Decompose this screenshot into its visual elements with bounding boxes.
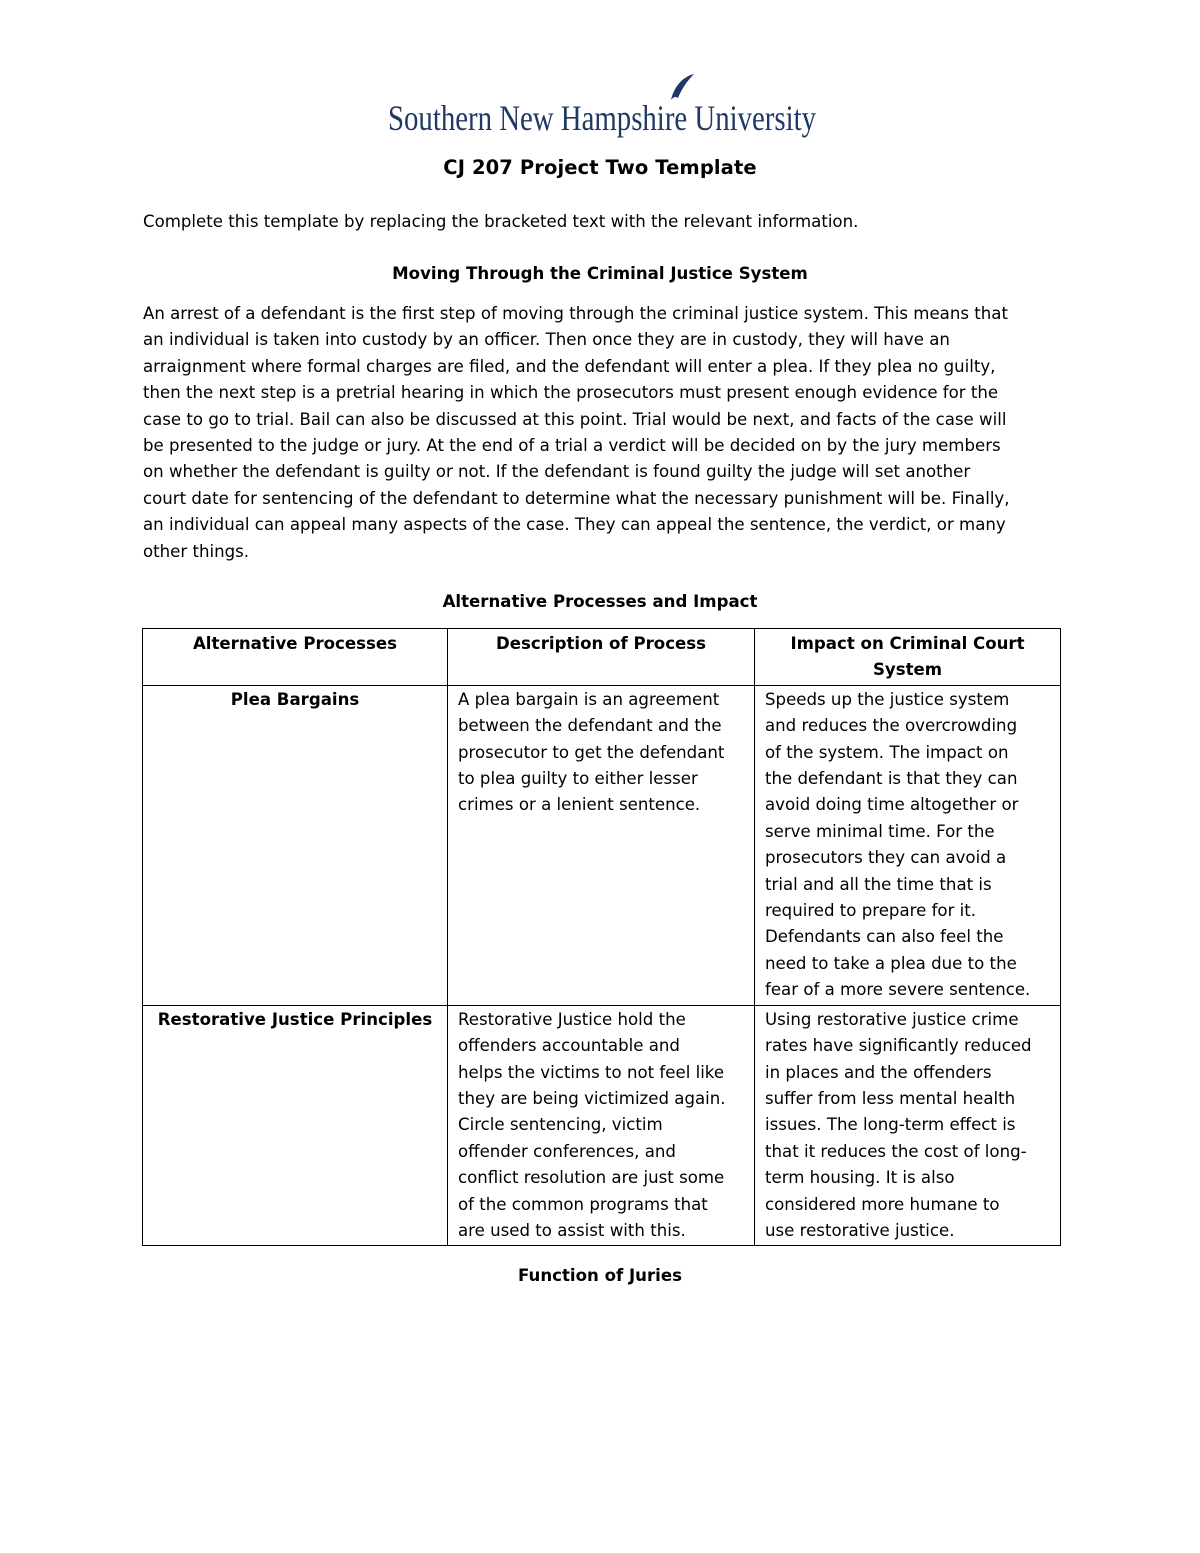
cell-line: A plea bargain is an agreement <box>458 689 720 709</box>
table-row <box>143 1005 1061 1246</box>
feather-icon <box>671 74 694 100</box>
cell-line: issues. The long-term effect is <box>765 1115 1016 1135</box>
cell-line: trial and all the time that is <box>765 874 992 894</box>
cell-line: are used to assist with this. <box>458 1220 686 1240</box>
cell-line: Defendants can also feel the <box>765 927 1004 947</box>
paragraph-line: be presented to the judge or jury. At the end of a trial a verdict will be decided on by the jury members <box>143 436 1001 456</box>
logo-wordmark: Southern New Hampshire University <box>388 98 816 138</box>
impact-cell <box>755 1005 1061 1246</box>
cell-line: between the defendant and the <box>458 716 722 736</box>
paragraph-line: an individual can appeal many aspects of the case. They can appeal the sentence, the verdict, or many <box>143 515 1006 535</box>
cell-line: Using restorative justice crime <box>765 1009 1019 1029</box>
paragraph-line: other things. <box>143 541 250 561</box>
paragraph-line: an individual is taken into custody by an officer. Then once they are in custody, they will have an <box>143 330 950 350</box>
university-logo <box>388 72 818 142</box>
table-row <box>143 685 1061 1005</box>
cell-line: Restorative Justice hold the <box>458 1009 686 1029</box>
column-header-description: Description of Process <box>448 629 755 686</box>
cell-line: offender conferences, and <box>458 1141 676 1161</box>
paragraph-line: An arrest of a defendant is the first step of moving through the criminal justice system. This means that <box>143 304 1008 323</box>
cell-line: prosecutor to get the defendant <box>458 742 725 762</box>
paragraph-line: court date for sentencing of the defendant to determine what the necessary punishment will be. Finally, <box>143 488 1010 508</box>
section-heading-juries: Function of Juries <box>518 1266 682 1285</box>
paragraph-line: arraignment where formal charges are filed, and the defendant will enter a plea. If they plea no guilty, <box>143 356 996 376</box>
instructions-text: Complete this template by replacing the bracketed text with the relevant information. <box>143 212 859 231</box>
cell-line: required to prepare for it. <box>765 901 977 921</box>
page-title: CJ 207 Project Two Template <box>443 156 757 179</box>
paragraph-line: case to go to trial. Bail can also be discussed at this point. Trial would be next, and facts of the case will <box>143 409 1007 429</box>
cell-line: crimes or a lenient sentence. <box>458 795 701 815</box>
cell-line: and reduces the overcrowding <box>765 716 1018 736</box>
cell-line: fear of a more severe sentence. <box>765 980 1031 1000</box>
cell-line: offenders accountable and <box>458 1036 680 1056</box>
moving-paragraph <box>143 301 1063 565</box>
cell-line: rates have significantly reduced <box>765 1036 1032 1056</box>
impact-cell <box>755 685 1061 1005</box>
cell-line: of the system. The impact on <box>765 742 1009 762</box>
cell-line: term housing. It is also <box>765 1168 955 1188</box>
cell-line: need to take a plea due to the <box>765 953 1017 973</box>
cell-line: they are being victimized again. <box>458 1088 726 1108</box>
cell-line: suffer from less mental health <box>765 1088 1016 1108</box>
table-header-row <box>143 629 1061 686</box>
description-cell <box>448 685 755 1005</box>
column-header-impact-text: Impact on Criminal Court System <box>790 634 1025 680</box>
cell-line: considered more humane to <box>765 1194 1000 1214</box>
cell-line: serve minimal time. For the <box>765 821 995 841</box>
cell-line: of the common programs that <box>458 1194 708 1214</box>
alternative-processes-table <box>142 628 1061 1246</box>
section-heading-moving: Moving Through the Criminal Justice System <box>392 264 808 283</box>
cell-line: that it reduces the cost of long- <box>765 1141 1027 1161</box>
cell-line: the defendant is that they can <box>765 769 1018 789</box>
paragraph-line: on whether the defendant is guilty or not. If the defendant is found guilty the judge will set another <box>143 462 971 482</box>
cell-line: Circle sentencing, victim <box>458 1115 663 1135</box>
column-header-impact <box>755 629 1061 686</box>
cell-line: use restorative justice. <box>765 1220 955 1240</box>
university-logo-graphic <box>388 72 818 142</box>
cell-line: avoid doing time altogether or <box>765 795 1019 815</box>
cell-line: Speeds up the justice system <box>765 689 1010 709</box>
cell-line: conflict resolution are just some <box>458 1168 725 1188</box>
cell-line: prosecutors they can avoid a <box>765 848 1007 868</box>
cell-line: helps the victims to not feel like <box>458 1062 725 1082</box>
process-name-cell: Plea Bargains <box>143 685 448 1005</box>
cell-line: in places and the offenders <box>765 1062 992 1082</box>
cell-line: to plea guilty to either lesser <box>458 769 698 789</box>
section-heading-alternative: Alternative Processes and Impact <box>442 592 758 611</box>
description-cell <box>448 1005 755 1246</box>
paragraph-line: then the next step is a pretrial hearing in which the prosecutors must present enough evidence for the <box>143 383 999 403</box>
column-header-process: Alternative Processes <box>143 629 448 686</box>
process-name-cell: Restorative Justice Principles <box>143 1005 448 1246</box>
